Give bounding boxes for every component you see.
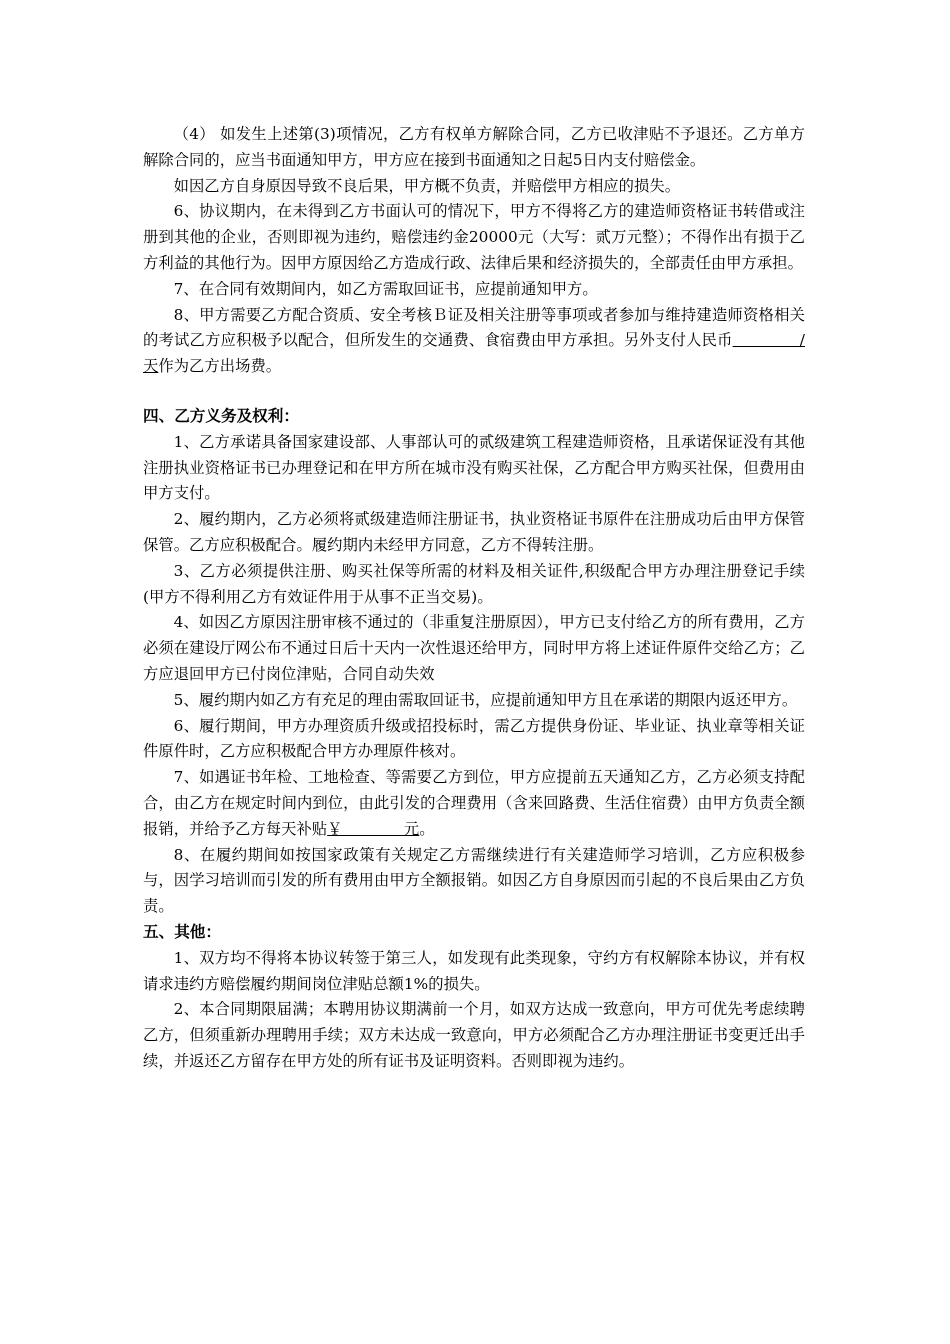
paragraph-4-7-text: 7、如遇证书年检、工地检查、等需要乙方到位，甲方应提前五天通知乙方，乙方必须支持配合，由乙方在规定时间内到位，由此引发的合理费用（含来回路费、生活住宿费）由甲方负责全额报销，并给予乙方每天补贴 bbox=[143, 768, 805, 838]
section-4-heading: 四、乙方义务及权利： bbox=[143, 406, 299, 425]
paragraph-3-7: 7、在合同有效期间内，如乙方需取回证书，应提前通知甲方。 bbox=[173, 279, 598, 298]
paragraph-4-6: 6、履行期间，甲方办理资质升级或招投标时，需乙方提供身份证、毕业证、执业章等相关证件原件时，乙方应积极配合甲方办理原件核对。 bbox=[143, 716, 805, 761]
paragraph-4-5: 5、履约期内如乙方有充足的理由需取回证书，应提前通知甲方且在承诺的期限内返还甲方。 bbox=[173, 690, 798, 709]
paragraph-3-4: （4） 如发生上述第(3)项情况，乙方有权单方解除合同，乙方已收津贴不予退还。乙方单方解除合同的，应当书面通知甲方，甲方应在接到书面通知之日起5日内支付赔偿金。 bbox=[143, 125, 805, 169]
paragraph-4-4: 4、如因乙方原因注册审核不通过的（非重复注册原因），甲方已支付给乙方的所有费用，乙方必须在建设厅网公布不通过日后十天内一次性退还给甲方，同时甲方将上述证件原件交给乙方；乙方应退回甲方已付岗位津贴，合同自动失效 bbox=[143, 613, 805, 683]
paragraph-4-8: 8、在履约期间如按国家政策有关规定乙方需继续进行有关建造师学习培训，乙方应积极参与，因学习培训而引发的所有费用由甲方全额报销。如因乙方自身原因而引起的不良后果由乙方负责。 bbox=[143, 845, 805, 916]
paragraph-3-8-tail: 作为乙方出场费。 bbox=[158, 357, 282, 376]
paragraph-4-1: 1、乙方承诺具备国家建设部、人事部认可的贰级建筑工程建造师资格，且承诺保证没有其他注册执业资格证书已办理登记和在甲方所在城市没有购买社保，乙方配合甲方购买社保，但费用由甲方支付。 bbox=[143, 432, 805, 503]
appearance-fee-blank: /天 bbox=[143, 331, 805, 376]
paragraph-5-1: 1、双方均不得将本协议转签于第三人，如发现有此类现象，守约方有权解除本协议，并有权请求违约方赔偿履约期间岗位津贴总额1%的损失。 bbox=[143, 948, 805, 993]
paragraph-3-8 bbox=[143, 303, 805, 380]
paragraph-4-3: 3、乙方必须提供注册、购买社保等所需的材料及相关证件,积级配合甲方办理注册登记手续(甲方不得利用乙方有效证件用于从事不正当交易)。 bbox=[143, 561, 805, 606]
section-5-heading: 五、其他： bbox=[143, 922, 221, 941]
paragraph-3-8-text: 8、甲方需要乙方配合资质、安全考核Ｂ证及相关注册等事项或者参加与维持建造师资格相关的考试乙方应积极予以配合，但所发生的交通费、食宿费由甲方承担。另外支付人民币 bbox=[143, 305, 805, 350]
paragraph-self-cause: 如因乙方自身原因导致不良后果，甲方概不负责，并赔偿甲方相应的损失。 bbox=[173, 176, 681, 195]
paragraph-4-7 bbox=[143, 765, 805, 842]
paragraph-5-2: 2、本合同期限届满；本聘用协议期满前一个月，如双方达成一致意向，甲方可优先考虑续聘乙方，但须重新办理聘用手续；双方未达成一致意向，甲方必须配合乙方办理注册证书变更迁出手续，并返还乙方留存在甲方处的所有证书及证明资料。否则即视为违约。 bbox=[143, 1000, 805, 1070]
paragraph-4-7-tail: 。 bbox=[419, 819, 435, 838]
section-gap bbox=[143, 380, 805, 404]
paragraph-3-6: 6、协议期内，在未得到乙方书面认可的情况下，甲方不得将乙方的建造师资格证书转借或注册到其他的企业，否则即视为违约，赔偿违约金20000元（大写：贰万元整）；不得作出有损于乙方利益的其他行为。因甲方原因给乙方造成行政、法律后果和经济损失的，全部责任由甲方承担。 bbox=[143, 202, 805, 272]
paragraph-4-2: 2、履约期内，乙方必须将贰级建造师注册证书，执业资格证书原件在注册成功后由甲方保管保管。乙方应积极配合。履约期内未经甲方同意，乙方不得转注册。 bbox=[143, 510, 805, 554]
daily-allowance-blank: ￥ 元 bbox=[327, 819, 420, 838]
